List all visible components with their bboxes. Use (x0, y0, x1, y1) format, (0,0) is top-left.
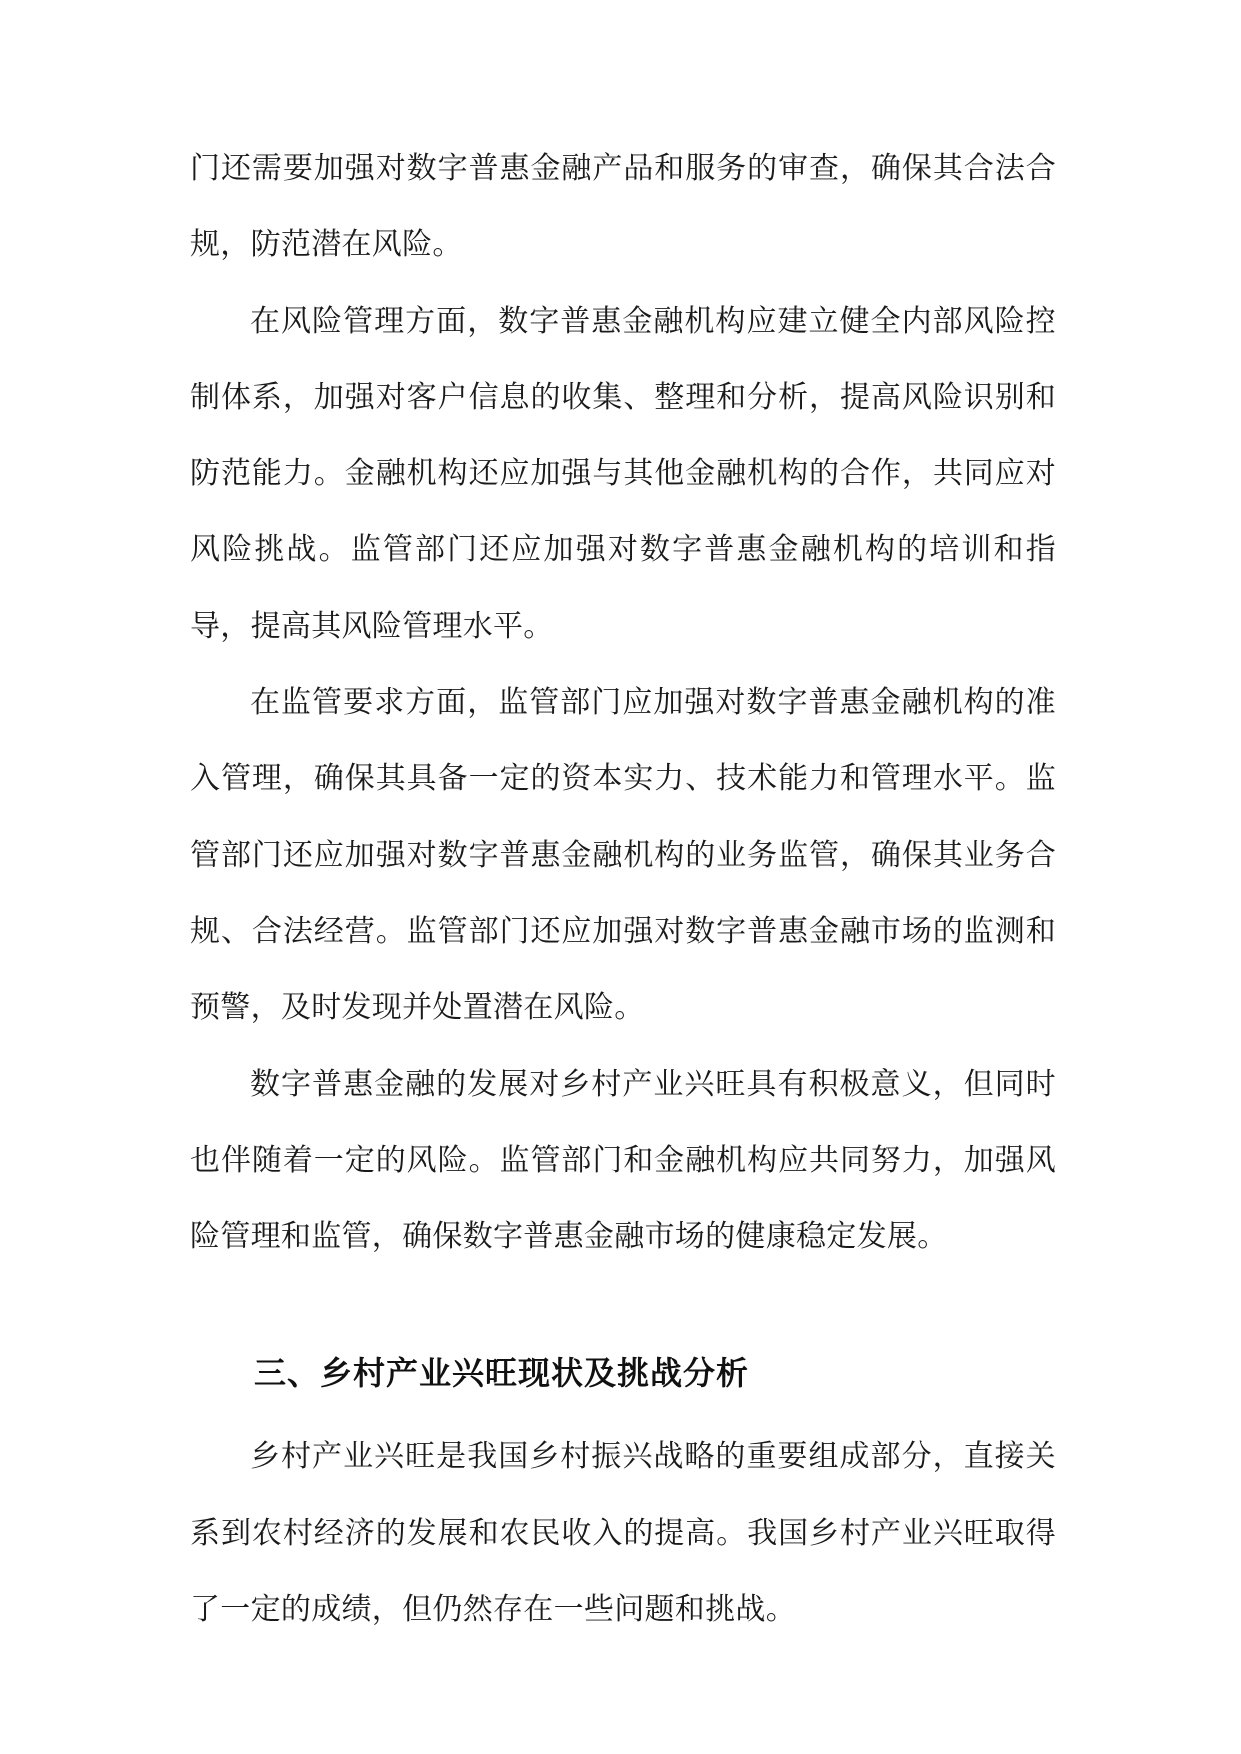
paragraph-summary: 数字普惠金融的发展对乡村产业兴旺具有积极意义，但同时也伴随着一定的风险。监管部门和金融机构应共同努力，加强风险管理和监管，确保数字普惠金融市场的健康稳定发展。 (190, 1066, 1056, 1255)
section-heading: 三、乡村产业兴旺现状及挑战分析 (254, 1354, 750, 1393)
document-body (190, 131, 1056, 1648)
paragraph-regulatory-requirements: 在监管要求方面，监管部门应加强对数字普惠金融机构的准入管理，确保其具备一定的资本实力、技术能力和管理水平。监管部门还应加强对数字普惠金融机构的业务监管，确保其业务合规、合法经营。监管部门还应加强对数字普惠金融市场的监测和预警，及时发现并处置潜在风险。 (190, 685, 1056, 1026)
paragraph-rural-industry: 乡村产业兴旺是我国乡村振兴战略的重要组成部分，直接关系到农村经济的发展和农民收入的提高。我国乡村产业兴旺取得了一定的成绩，但仍然存在一些问题和挑战。 (190, 1439, 1056, 1628)
paragraph-continuation: 门还需要加强对数字普惠金融产品和服务的审查，确保其合法合规，防范潜在风险。 (190, 151, 1056, 263)
paragraph-risk-management: 在风险管理方面，数字普惠金融机构应建立健全内部风险控制体系，加强对客户信息的收集、整理和分析，提高风险识别和防范能力。金融机构还应加强与其他金融机构的合作，共同应对风险挑战。监管部门还应加强对数字普惠金融机构的培训和指导，提高其风险管理水平。 (190, 303, 1056, 644)
